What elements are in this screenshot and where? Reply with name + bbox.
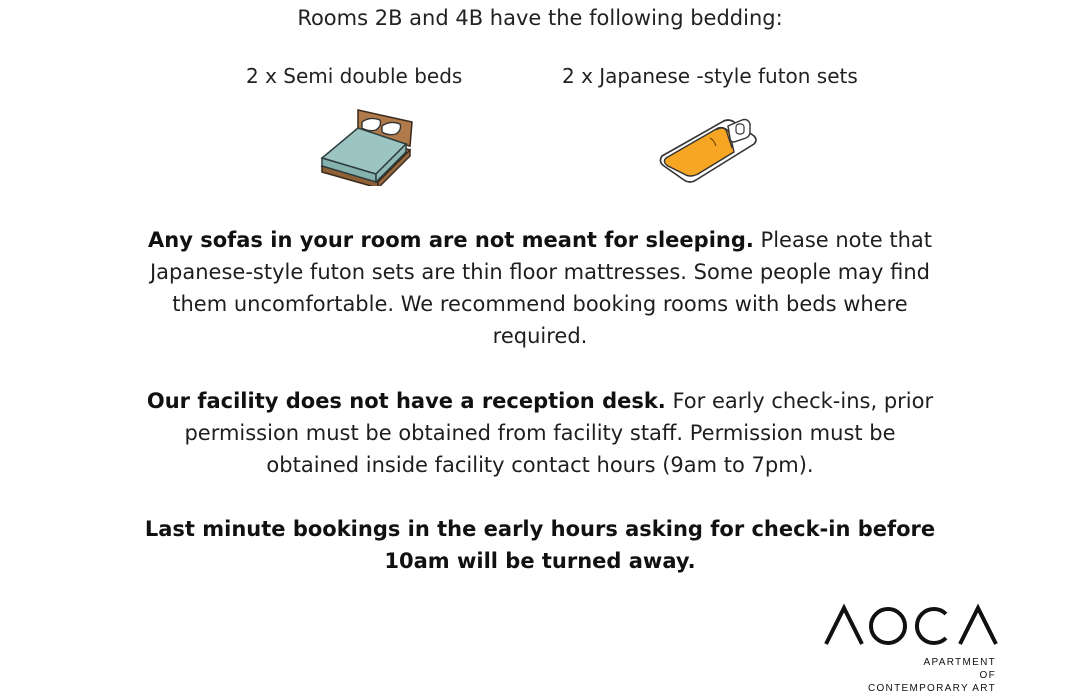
logo-line-3: CONTEMPORARY ART [867,683,996,694]
beds-label: 2 x Semi double beds [246,64,463,88]
sofa-notice-bold: Any sofas in your room are not meant for sleeping. [148,228,754,252]
sofa-notice-text: Please note that Japanese-style futon sets are thin floor mattresses. Some people may find them uncomfortable. We recommend booking rooms with beds where required. [149,228,932,348]
logo-line-2: OF [979,670,996,681]
bedding-heading: Rooms 2B and 4B have the following bedding: [297,6,783,30]
reception-notice-text: For early check-ins, prior permission must be obtained from facility staff. Permission must be obtained inside facility contact hours (9am to 7pm). [184,389,934,477]
sofa-notice [140,224,940,352]
reception-notice-bold: Our facility does not have a reception desk. [146,389,666,413]
futon-icon [656,104,760,186]
bed-icon [318,100,414,186]
logo-line-1: APARTMENT [923,657,996,668]
futon-label: 2 x Japanese -style futon sets [562,64,858,88]
reception-notice [140,385,940,481]
last-minute-notice: Last minute bookings in the early hours asking for check-in before 10am will be turned away. [144,517,936,573]
